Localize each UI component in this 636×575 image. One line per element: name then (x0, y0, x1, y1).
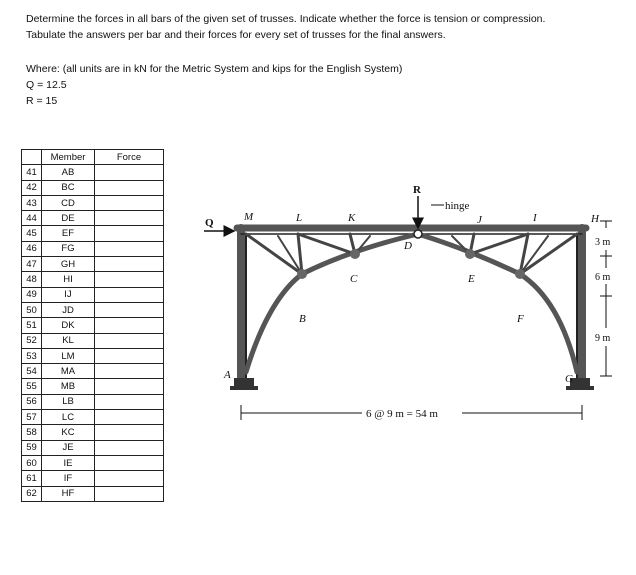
label-k: K (348, 212, 356, 224)
member-cell: AB (42, 165, 95, 180)
row-number: 55 (22, 379, 42, 394)
member-cell: EF (42, 226, 95, 241)
label-j: J (477, 214, 482, 226)
member-cell: DE (42, 211, 95, 226)
row-number: 42 (22, 180, 42, 195)
label-hinge: hinge (445, 200, 470, 212)
row-number: 54 (22, 364, 42, 379)
member-cell: LB (42, 394, 95, 409)
instruction-line-1: Determine the forces in all bars of the given set of trusses. Indicate whether the force is tension or compression. (26, 13, 546, 25)
label-l: L (296, 212, 303, 224)
header-member: Member (42, 150, 95, 165)
row-number: 62 (22, 486, 42, 501)
row-number: 50 (22, 302, 42, 317)
member-cell: JE (42, 440, 95, 455)
dim-6m: 6 m (595, 272, 611, 283)
row-number: 43 (22, 195, 42, 210)
member-cell: IF (42, 471, 95, 486)
member-cell: DK (42, 318, 95, 333)
row-number: 58 (22, 425, 42, 440)
row-number: 59 (22, 440, 42, 455)
row-number: 61 (22, 471, 42, 486)
label-f: F (517, 313, 524, 325)
row-number: 41 (22, 165, 42, 180)
label-e: E (468, 273, 475, 285)
row-number: 57 (22, 410, 42, 425)
member-cell: IJ (42, 287, 95, 302)
member-cell: LC (42, 410, 95, 425)
member-cell: GH (42, 257, 95, 272)
member-cell: IE (42, 455, 95, 470)
row-number: 52 (22, 333, 42, 348)
r-value: R = 15 (26, 95, 58, 107)
dim-9m: 9 m (595, 333, 611, 344)
label-g: G (565, 373, 573, 385)
member-cell: BC (42, 180, 95, 195)
label-b: B (299, 313, 306, 325)
label-c: C (350, 273, 358, 285)
row-number: 46 (22, 241, 42, 256)
header-force: Force (95, 150, 164, 165)
left-arch (246, 234, 418, 372)
member-cell: HI (42, 272, 95, 287)
member-cell: FG (42, 241, 95, 256)
dim-3m: 3 m (595, 237, 611, 248)
row-number: 56 (22, 394, 42, 409)
member-cell: HF (42, 486, 95, 501)
member-cell: KL (42, 333, 95, 348)
row-number: 47 (22, 257, 42, 272)
label-r: R (413, 184, 421, 196)
label-a: A (224, 369, 231, 381)
label-i: I (533, 212, 537, 224)
label-m: M (244, 211, 254, 223)
member-cell: KC (42, 425, 95, 440)
member-cell: JD (42, 302, 95, 317)
dim-span: 6 @ 9 m = 54 m (366, 408, 438, 420)
label-q: Q (205, 217, 214, 229)
instruction-line-2: Tabulate the answers per bar and their forces for every set of trusses for the final answers. (26, 29, 446, 41)
q-value: Q = 12.5 (26, 79, 67, 91)
member-cell: CD (42, 195, 95, 210)
units-note: Where: (all units are in kN for the Metric System and kips for the English System) (26, 63, 403, 75)
right-arch (418, 234, 577, 372)
label-h: H (591, 213, 599, 225)
member-cell: MB (42, 379, 95, 394)
row-number: 45 (22, 226, 42, 241)
row-number: 60 (22, 455, 42, 470)
label-d: D (404, 240, 412, 252)
supports (230, 378, 594, 390)
member-cell: MA (42, 364, 95, 379)
row-number: 49 (22, 287, 42, 302)
row-number: 48 (22, 272, 42, 287)
row-number: 51 (22, 318, 42, 333)
member-cell: LM (42, 348, 95, 363)
row-number: 44 (22, 211, 42, 226)
row-number: 53 (22, 348, 42, 363)
